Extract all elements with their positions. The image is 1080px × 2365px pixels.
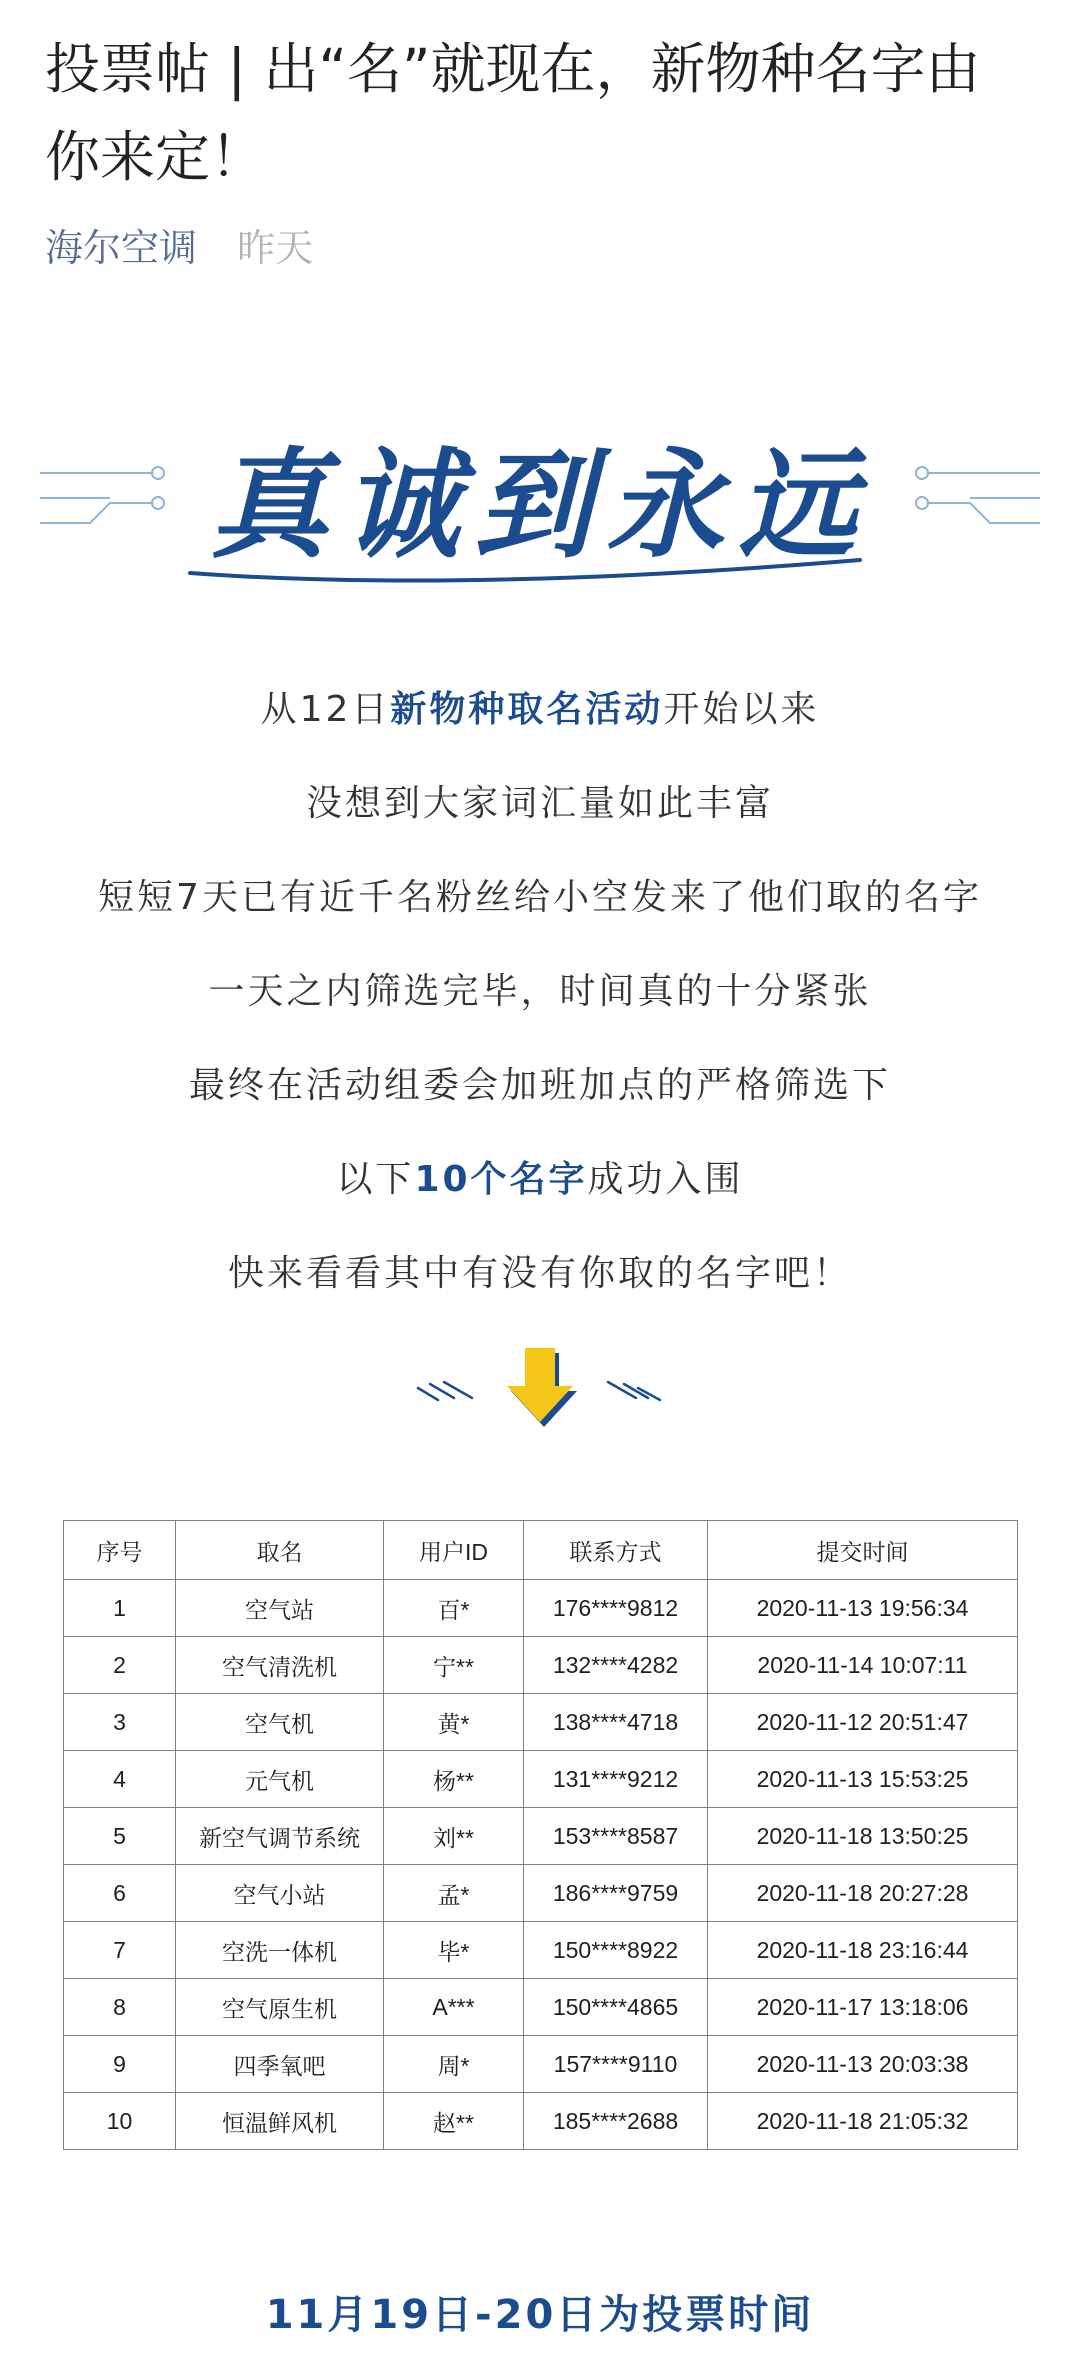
cell-user-id: 周* xyxy=(384,2036,524,2093)
cell-contact: 153****8587 xyxy=(524,1808,708,1865)
cell-contact: 176****9812 xyxy=(524,1580,708,1637)
intro-line: 从12日新物种取名活动开始以来 xyxy=(260,689,820,730)
article-meta xyxy=(45,222,313,274)
cell-user-id: A*** xyxy=(384,1979,524,2036)
highlight-ten-names: 10个名字 xyxy=(414,1159,588,1200)
circuit-lines-right-icon xyxy=(916,467,1040,523)
cell-contact: 131****9212 xyxy=(524,1751,708,1808)
slogan-text: 真诚到永远 xyxy=(209,435,871,574)
intro-line: 最终在活动组委会加班加点的严格筛选下 xyxy=(188,1065,891,1106)
cell-name: 空气机 xyxy=(176,1694,384,1751)
intro-line: 一天之内筛选完毕，时间真的十分紧张 xyxy=(208,971,872,1012)
header-contact: 联系方式 xyxy=(524,1521,708,1580)
cell-name: 空气原生机 xyxy=(176,1979,384,2036)
cell-user-id: 百* xyxy=(384,1580,524,1637)
highlight-activity: 新物种取名活动 xyxy=(390,689,664,730)
cell-contact: 150****8922 xyxy=(524,1922,708,1979)
cell-contact: 132****4282 xyxy=(524,1637,708,1694)
cell-name: 空洗一体机 xyxy=(176,1922,384,1979)
intro-line: 快来看看其中有没有你取的名字吧！ xyxy=(227,1253,852,1294)
account-name-link[interactable]: 海尔空调 xyxy=(45,226,198,270)
table-header-row xyxy=(64,1521,1018,1580)
table-row xyxy=(64,2036,1018,2093)
slogan-banner xyxy=(40,388,1040,628)
cell-user-id: 赵** xyxy=(384,2093,524,2150)
finalist-names-table xyxy=(63,1520,1018,2150)
cell-no: 3 xyxy=(64,1694,176,1751)
cell-no: 6 xyxy=(64,1865,176,1922)
cell-no: 5 xyxy=(64,1808,176,1865)
publish-date: 昨天 xyxy=(237,226,314,270)
cell-name: 空气站 xyxy=(176,1580,384,1637)
cell-name: 恒温鲜风机 xyxy=(176,2093,384,2150)
cell-submit-time: 2020-11-13 15:53:25 xyxy=(708,1751,1018,1808)
cell-submit-time: 2020-11-18 20:27:28 xyxy=(708,1865,1018,1922)
table-row xyxy=(64,1979,1018,2036)
intro-text xyxy=(0,680,1080,1338)
cell-no: 2 xyxy=(64,1637,176,1694)
circuit-lines-left-icon xyxy=(40,467,164,523)
table-row xyxy=(64,1580,1018,1637)
header-no: 序号 xyxy=(64,1521,176,1580)
table-row xyxy=(64,1751,1018,1808)
cell-no: 1 xyxy=(64,1580,176,1637)
cell-name: 元气机 xyxy=(176,1751,384,1808)
vote-time-heading: 11月19日-20日为投票时间 xyxy=(265,2292,815,2338)
cell-no: 8 xyxy=(64,1979,176,2036)
intro-line: 短短7天已有近千名粉丝给小空发来了他们取的名字 xyxy=(98,877,982,918)
table-row xyxy=(64,1637,1018,1694)
cell-name: 四季氧吧 xyxy=(176,2036,384,2093)
cell-contact: 185****2688 xyxy=(524,2093,708,2150)
header-name: 取名 xyxy=(176,1521,384,1580)
header-submit-time: 提交时间 xyxy=(708,1521,1018,1580)
cell-submit-time: 2020-11-13 19:56:34 xyxy=(708,1580,1018,1637)
cell-user-id: 宁** xyxy=(384,1637,524,1694)
table-row xyxy=(64,1922,1018,1979)
cell-user-id: 杨** xyxy=(384,1751,524,1808)
cell-submit-time: 2020-11-12 20:51:47 xyxy=(708,1694,1018,1751)
cell-submit-time: 2020-11-18 13:50:25 xyxy=(708,1808,1018,1865)
cell-name: 新空气调节系统 xyxy=(176,1808,384,1865)
finalist-names-table-wrapper xyxy=(63,1520,1017,2150)
cell-submit-time: 2020-11-14 10:07:11 xyxy=(708,1637,1018,1694)
cell-no: 4 xyxy=(64,1751,176,1808)
cell-submit-time: 2020-11-18 23:16:44 xyxy=(708,1922,1018,1979)
table-row xyxy=(64,1694,1018,1751)
cell-contact: 138****4718 xyxy=(524,1694,708,1751)
down-arrow-icon xyxy=(410,1340,670,1440)
intro-line: 以下10个名字成功入围 xyxy=(336,1159,744,1200)
cell-name: 空气小站 xyxy=(176,1865,384,1922)
cell-contact: 150****4865 xyxy=(524,1979,708,2036)
cell-submit-time: 2020-11-18 21:05:32 xyxy=(708,2093,1018,2150)
cell-contact: 186****9759 xyxy=(524,1865,708,1922)
intro-line: 没想到大家词汇量如此丰富 xyxy=(305,783,774,824)
cell-no: 9 xyxy=(64,2036,176,2093)
table-row xyxy=(64,2093,1018,2150)
cell-user-id: 黄* xyxy=(384,1694,524,1751)
cell-user-id: 孟* xyxy=(384,1865,524,1922)
article-title: 投票帖 | 出“名”就现在，新物种名字由你来定！ xyxy=(45,37,981,189)
cell-no: 10 xyxy=(64,2093,176,2150)
cell-name: 空气清洗机 xyxy=(176,1637,384,1694)
cell-user-id: 毕* xyxy=(384,1922,524,1979)
header-user-id: 用户ID xyxy=(384,1521,524,1580)
cell-submit-time: 2020-11-13 20:03:38 xyxy=(708,2036,1018,2093)
table-row xyxy=(64,1808,1018,1865)
cell-contact: 157****9110 xyxy=(524,2036,708,2093)
cell-submit-time: 2020-11-17 13:18:06 xyxy=(708,1979,1018,2036)
cell-no: 7 xyxy=(64,1922,176,1979)
table-row xyxy=(64,1865,1018,1922)
cell-user-id: 刘** xyxy=(384,1808,524,1865)
